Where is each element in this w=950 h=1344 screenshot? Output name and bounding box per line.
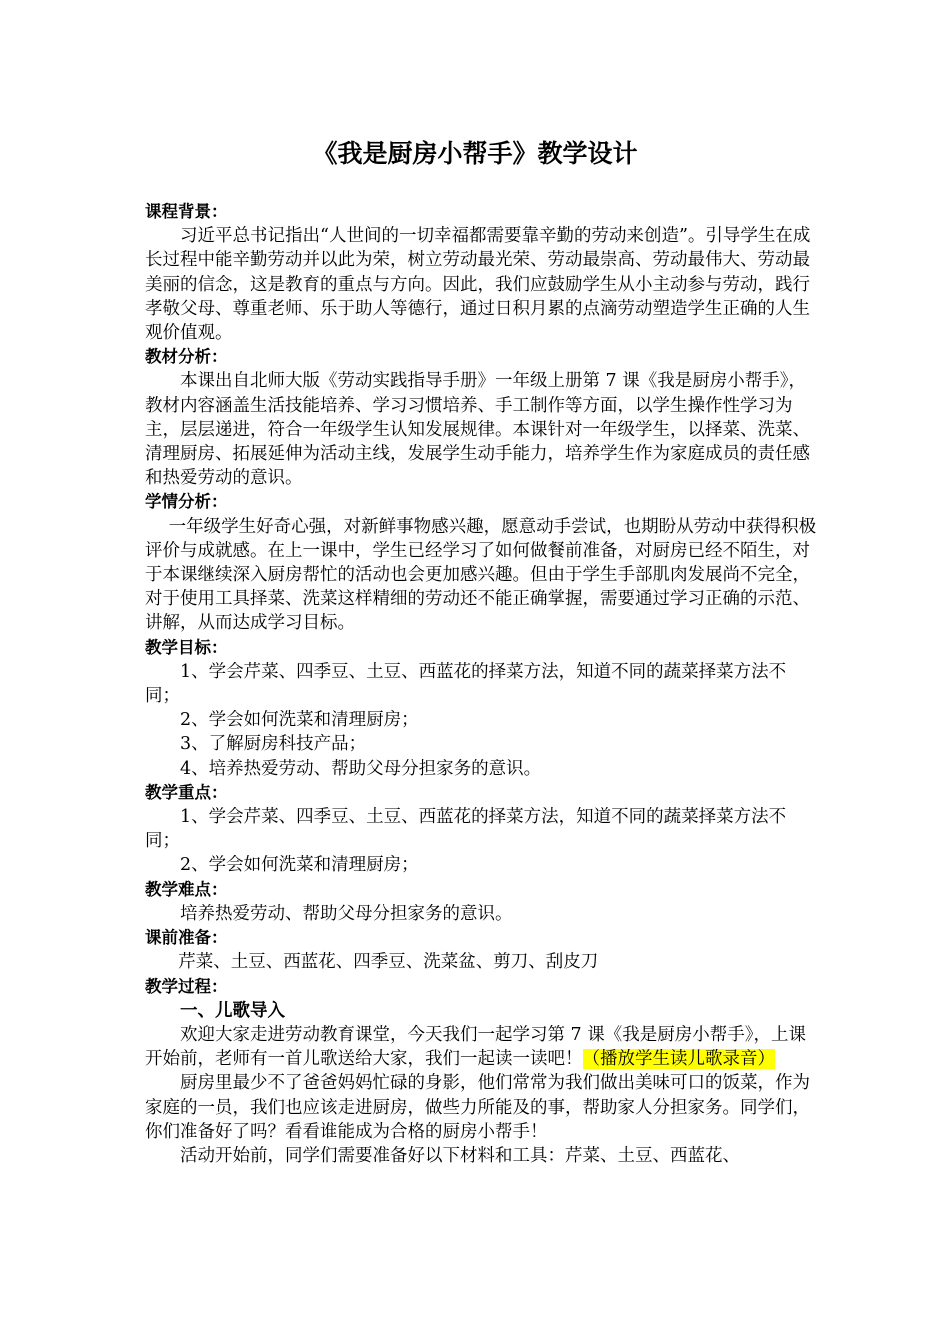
paragraph-students: 一年级学生好奇心强，对新鲜事物感兴趣，愿意动手尝试，也期盼从劳动中获得积极评价与成就感。在上一课中，学生已经学习了如何做餐前准备，对厨房已经不陌生，对于本课继续深入厨房帮忙的活动也会更加感兴趣。但由于学生手部肌肉发展尚不完全，对于使用工具择菜、洗菜这样精细的劳动还不能正确掌握，需要通过学习正确的示范、讲解，从而达成学习目标。 (145, 516, 817, 634)
heading-students: 学情分析： (145, 492, 228, 512)
paragraph-process-materials: 活动开始前，同学们需要准备好以下材料和工具：芹菜、土豆、西蓝花、 (180, 1145, 740, 1166)
paragraph-preparation: 芹菜、土豆、西蓝花、四季豆、洗菜盆、剪刀、刮皮刀 (178, 952, 599, 973)
paragraph-process-kitchen: 厨房里最少不了爸爸妈妈忙碌的身影，他们常常为我们做出美味可口的饭菜，作为家庭的一员，我们也应该走进厨房，做些力所能及的事，帮助家人分担家务。同学们，你们准备好了吗？看看谁能成为合格的厨房小帮手！ (145, 1073, 810, 1142)
step-title: 一、儿歌导入 (180, 1000, 285, 1021)
key-point-item: 2、学会如何洗菜和清理厨房； (180, 855, 419, 876)
paragraph-background: 习近平总书记指出“人世间的一切幸福都需要靠辛勤的劳动来创造”。引导学生在成长过程中能辛勤劳动并以此为荣，树立劳动最光荣、劳动最崇高、劳动最伟大、劳动最美丽的信念，这是教育的重点与方向。因此，我们应鼓励学生从小主动参与劳动，践行孝敬父母、尊重老师、乐于助人等德行，通过日积月累的点滴劳动塑造学生正确的人生观价值观。 (145, 226, 811, 344)
paragraph-material: 本课出自北师大版《劳动实践指导手册》一年级上册第 7 课《我是厨房小帮手》，教材内容涵盖生活技能培养、学习习惯培养、手工制作等方面，以学生操作性学习为主，层层递进，符合一年级学生认知发展规律。本课针对一年级学生，以择菜、洗菜、清理厨房、拓展延伸为活动主线，发展学生动手能力，培养学生作为家庭成员的责任感和热爱劳动的意识。 (145, 371, 810, 489)
heading-key-points: 教学重点： (145, 782, 228, 802)
goal-item: 4、培养热爱劳动、帮助父母分担家务的意识。 (180, 758, 542, 779)
intro-text: 欢迎大家走进劳动教育课堂，今天我们一起学习第 7 课《我是厨房小帮手》，上课开始前，老师有一首儿歌送给大家，我们一起读一读吧！ (145, 1024, 807, 1070)
heading-process: 教学过程： (145, 976, 228, 996)
document-title: 《我是厨房小帮手》教学设计 (312, 139, 638, 168)
heading-preparation: 课前准备： (145, 928, 228, 948)
heading-goals: 教学目标： (145, 637, 228, 657)
heading-background: 课程背景： (145, 202, 228, 221)
paragraph-difficulties: 培养热爱劳动、帮助父母分担家务的意识。 (180, 903, 513, 924)
paragraph-process-intro (145, 1023, 817, 1071)
key-point-item: 1、学会芹菜、四季豆、土豆、西蓝花的择菜方法，知道不同的蔬菜择菜方法不同； (145, 807, 787, 852)
highlighted-note: （播放学生读儿歌录音） (582, 1049, 775, 1070)
goal-item: 3、了解厨房科技产品； (180, 734, 367, 755)
goal-item: 1、学会芹菜、四季豆、土豆、西蓝花的择菜方法，知道不同的蔬菜择菜方法不同； (145, 661, 787, 707)
heading-material: 教材分析： (145, 347, 228, 367)
goal-item: 2、学会如何洗菜和清理厨房； (180, 710, 419, 731)
document-body (145, 200, 817, 1168)
heading-difficulties: 教学难点： (145, 879, 228, 899)
